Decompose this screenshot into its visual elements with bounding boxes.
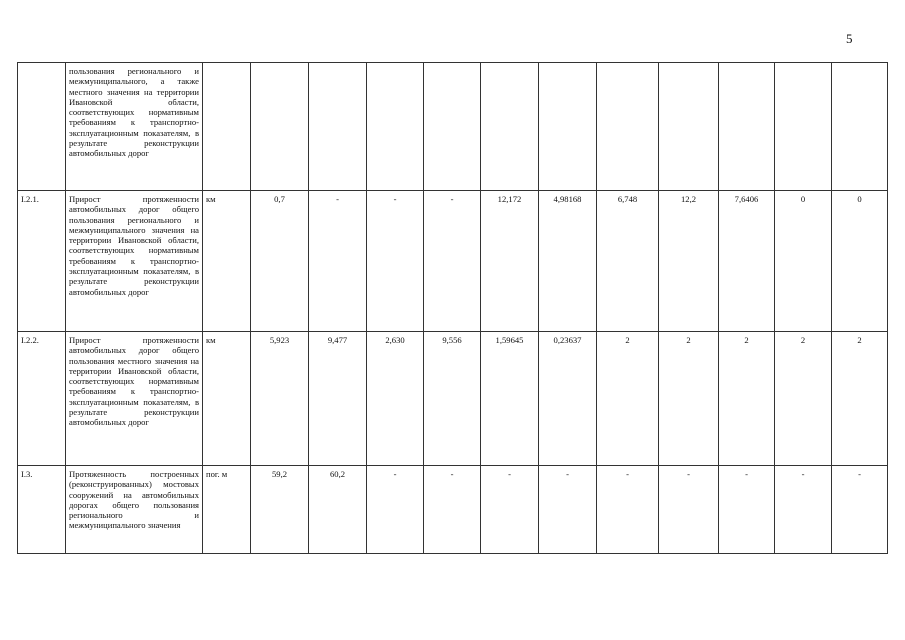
unit-cell: пог. м <box>203 466 251 554</box>
value-cell: - <box>424 191 481 332</box>
indicator-name: пользования регионального и межмуниципального, а также местного значения на территории Ивановской области, соответствующих нормативным требованиям к транспортно-эксплуатационным показателям, в результате реконструкции автомобильных дорог <box>66 63 203 191</box>
row-number: I.2.2. <box>18 332 66 466</box>
table-row <box>18 332 888 466</box>
table-row <box>18 63 888 191</box>
value-cell <box>659 63 719 191</box>
indicator-name: Прирост протяженности автомобильных дорог общего пользования местного значения на территории Ивановской области, соответствующих нормативным требованиям к транспортно-эксплуатационным показателям, в результате реконструкции автомобильных дорог <box>66 332 203 466</box>
value-cell <box>367 63 424 191</box>
value-cell: 2 <box>832 332 888 466</box>
value-cell: 2 <box>597 332 659 466</box>
value-cell <box>539 63 597 191</box>
value-cell: 7,6406 <box>719 191 775 332</box>
value-cell: 0,23637 <box>539 332 597 466</box>
value-cell <box>597 63 659 191</box>
value-cell: 59,2 <box>251 466 309 554</box>
value-cell: - <box>719 466 775 554</box>
row-number: I.2.1. <box>18 191 66 332</box>
value-cell: 9,477 <box>309 332 367 466</box>
indicators-table <box>17 62 888 554</box>
table-row <box>18 191 888 332</box>
row-number <box>18 63 66 191</box>
value-cell: - <box>659 466 719 554</box>
value-cell: 60,2 <box>309 466 367 554</box>
value-cell: 0 <box>775 191 832 332</box>
value-cell: - <box>424 466 481 554</box>
value-cell: 6,748 <box>597 191 659 332</box>
value-cell: 2 <box>775 332 832 466</box>
value-cell <box>309 63 367 191</box>
value-cell: - <box>481 466 539 554</box>
value-cell: 2 <box>659 332 719 466</box>
value-cell: - <box>309 191 367 332</box>
value-cell: 2 <box>719 332 775 466</box>
value-cell <box>481 63 539 191</box>
unit-cell <box>203 63 251 191</box>
value-cell: 0,7 <box>251 191 309 332</box>
value-cell: 5,923 <box>251 332 309 466</box>
indicator-name: Прирост протяженности автомобильных дорог общего пользования регионального и межмуниципального значения на территории Ивановской области, соответствующих нормативным требованиям к транспортно-эксплуатационным показателям, в результате реконструкции автомобильных дорог <box>66 191 203 332</box>
indicator-name: Протяженность построенных (реконструированных) мостовых сооружений на автомобильных дорогах общего пользования регионального и межмуниципального значения <box>66 466 203 554</box>
value-cell: 0 <box>832 191 888 332</box>
value-cell: - <box>775 466 832 554</box>
value-cell: 1,59645 <box>481 332 539 466</box>
value-cell: - <box>832 466 888 554</box>
row-number: I.3. <box>18 466 66 554</box>
value-cell <box>775 63 832 191</box>
value-cell: - <box>539 466 597 554</box>
unit-cell: км <box>203 332 251 466</box>
value-cell <box>424 63 481 191</box>
value-cell: 2,630 <box>367 332 424 466</box>
value-cell <box>719 63 775 191</box>
table-row <box>18 466 888 554</box>
value-cell: 9,556 <box>424 332 481 466</box>
value-cell: - <box>597 466 659 554</box>
unit-cell: км <box>203 191 251 332</box>
value-cell <box>832 63 888 191</box>
value-cell: 12,172 <box>481 191 539 332</box>
value-cell: - <box>367 191 424 332</box>
value-cell <box>251 63 309 191</box>
value-cell: 4,98168 <box>539 191 597 332</box>
page-number: 5 <box>846 31 853 46</box>
value-cell: 12,2 <box>659 191 719 332</box>
value-cell: - <box>367 466 424 554</box>
